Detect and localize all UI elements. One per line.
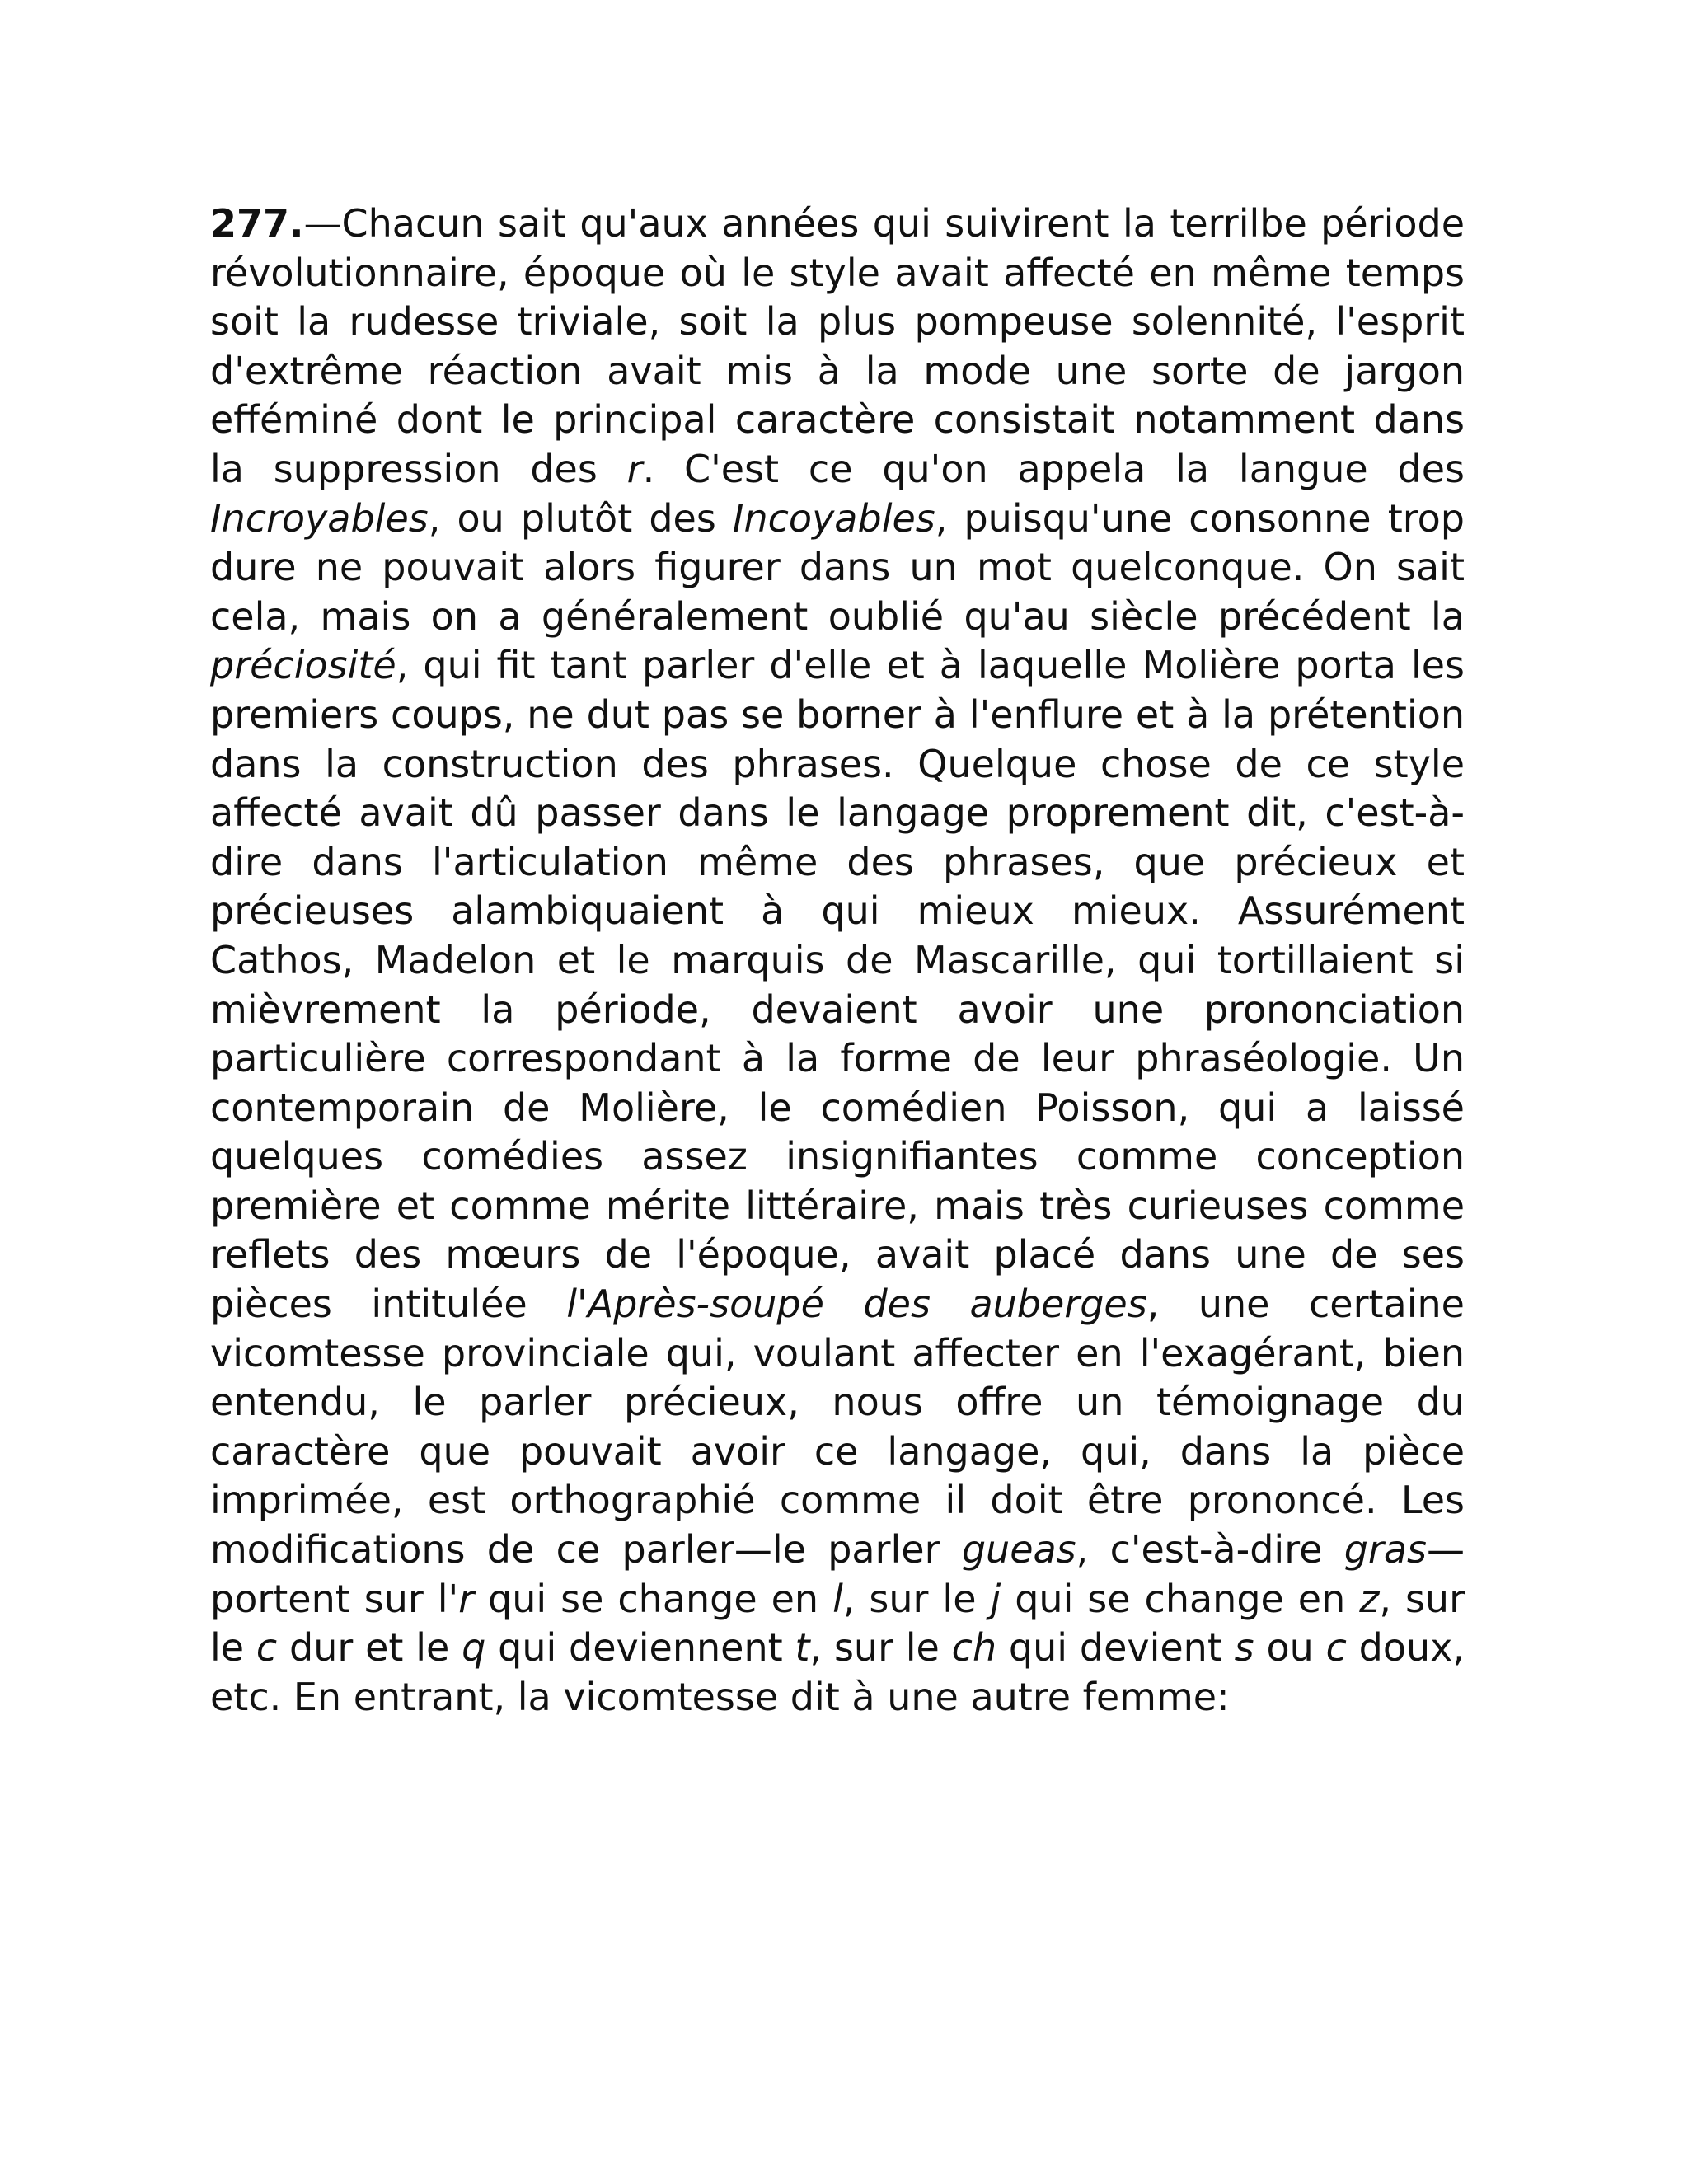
text-run: qui deviennent — [485, 1625, 795, 1671]
text-run: . C'est ce qu'on appela la langue des — [642, 446, 1465, 491]
text-run: qui se change en — [474, 1576, 833, 1621]
text-run: —Chacun sait qu'aux années qui suivirent la terrilbe période révolutionnaire, époque où le style avait affecté en même temps soit la rudesse triviale, soit la plus pompeuse solennité, l'esprit d'extrême réaction avait mis à la mode une sorte de jargon efféminé dont le principal caractère consistait notamment dans la suppression des — [210, 201, 1465, 491]
text-run: , qui fit tant parler d'elle et à laquelle Molière porta les premiers coups, ne dut pas se borner à l'enflure et à la prétention dans la construction des phrases. Quelque chose de ce style affecté avait dû passer dans le langage proprement dit, c'est-à-dire dans l'articulation même des phrases, que précieux et précieuses alambiquaient à qui mieux mieux. Assurément Cathos, Madelon et le marquis de Mascarille, qui tortillaient si mièvrement la période, devaient avoir une prononciation particulière correspondant à la forme de leur phraséologie. Un contemporain de Molière, le comédien Poisson, qui a laissé quelques comédies assez insignifiantes comme conception première et comme mérite littéraire, mais très curieuses comme reflets des mœurs de l'époque, avait placé dans une de ses pièces intitulée — [210, 643, 1465, 1327]
italic-term: r — [458, 1576, 475, 1621]
text-run: qui devient — [996, 1625, 1235, 1671]
italic-term: l'Après-soupé des auberges — [566, 1282, 1147, 1327]
italic-term: q — [462, 1625, 486, 1671]
text-run: qui se change en — [1001, 1576, 1360, 1621]
italic-term: l — [832, 1576, 843, 1621]
paragraph-number: 277. — [210, 201, 304, 246]
paragraph-277 — [210, 199, 1465, 1722]
text-run: , une certaine vicomtesse provinciale qui, voulant affecter en l'exagérant, bien entendu, le parler précieux, nous offre un témoignage du caractère que pouvait avoir ce langage, qui, dans la pièce imprimée, est orthographié comme il doit être prononcé. Les modifications de ce parler—le parler — [210, 1282, 1465, 1572]
paragraph-body — [210, 201, 1465, 1719]
italic-term: t — [795, 1625, 810, 1671]
text-run: , c'est-à-dire — [1076, 1527, 1344, 1572]
text-run: , sur le — [809, 1625, 952, 1671]
document-page — [210, 199, 1465, 1722]
italic-term: z — [1359, 1576, 1380, 1621]
text-run: —portent sur l' — [210, 1527, 1465, 1621]
italic-term: gras — [1343, 1527, 1427, 1572]
text-run: , sur le — [842, 1576, 991, 1621]
text-run: , ou plutôt des — [428, 495, 733, 541]
italic-term: r — [626, 446, 643, 491]
text-run: , sur le — [210, 1576, 1465, 1671]
italic-term: Incoyables — [732, 495, 935, 541]
text-run: , puisqu'une consonne trop dure ne pouvait alors figurer dans un mot quelconque. On sait cela, mais on a généralement oublié qu'au siècle précédent la — [210, 495, 1465, 639]
text-run: ou — [1254, 1625, 1326, 1671]
italic-term: ch — [951, 1625, 997, 1671]
italic-term: s — [1234, 1625, 1254, 1671]
italic-term: gueas — [961, 1527, 1076, 1572]
italic-term: c — [256, 1625, 278, 1671]
italic-term: Incroyables — [210, 495, 429, 541]
italic-term: c — [1325, 1625, 1347, 1671]
italic-term: j — [990, 1576, 1001, 1621]
text-run: dur et le — [277, 1625, 462, 1671]
italic-term: préciosité — [210, 643, 396, 688]
text-run: doux, etc. En entrant, la vicomtesse dit à une autre femme: — [210, 1625, 1465, 1719]
